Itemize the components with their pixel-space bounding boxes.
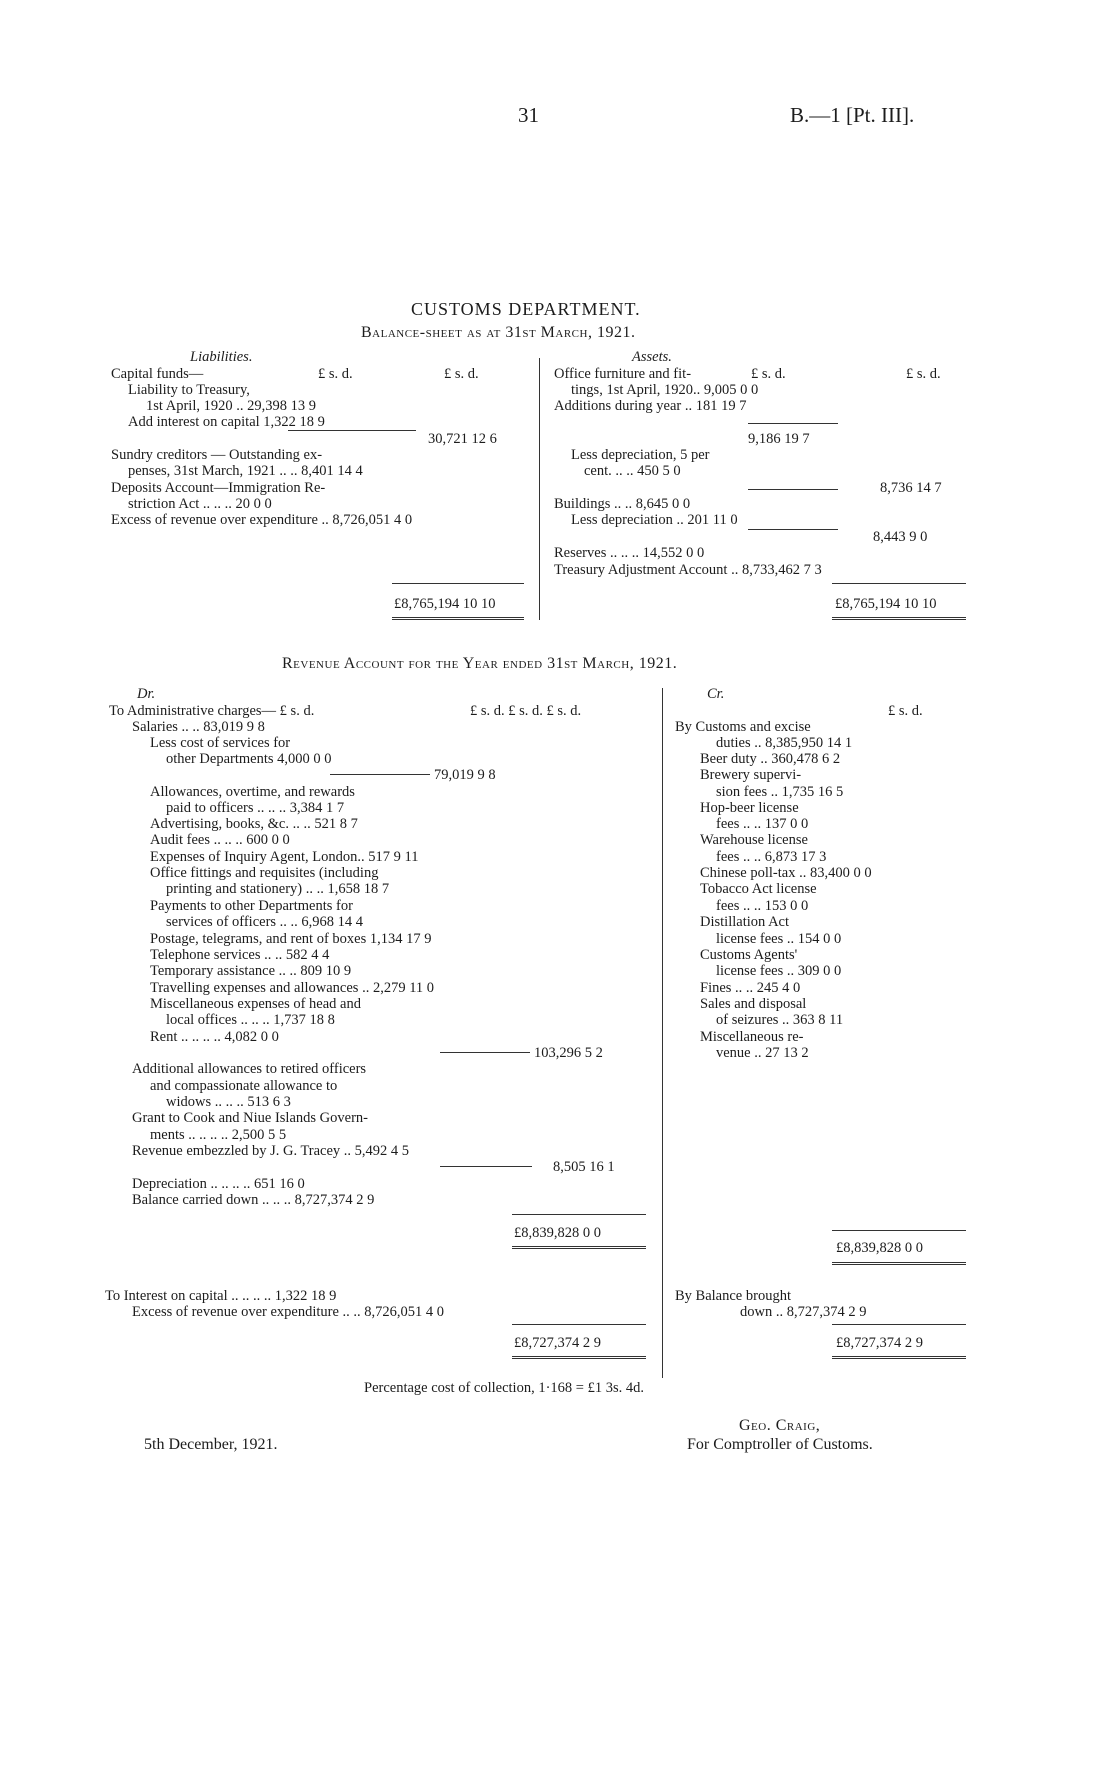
dr-line: printing and stationery) .. .. 1,658 18 7 — [166, 881, 390, 897]
dr-line: ments .. .. .. .. 2,500 5 5 — [150, 1127, 287, 1143]
sum-rule — [748, 529, 838, 530]
cr-line: venue .. 27 13 2 — [716, 1045, 809, 1061]
total-rule — [832, 1230, 966, 1231]
liability-line: Add interest on capital 1,322 18 9 — [128, 414, 325, 430]
dr-col-headers: £ s. d. £ s. d. £ s. d. — [470, 703, 582, 719]
dr-line: Less cost of services for — [150, 735, 291, 751]
dr-line: Temporary assistance .. .. 809 10 9 — [150, 963, 352, 979]
asset-line: Treasury Adjustment Account .. 8,733,462 7 3 — [554, 562, 822, 578]
dr2-line: To Interest on capital .. .. .. .. 1,322 18 9 — [105, 1288, 337, 1304]
dr-line: Travelling expenses and allowances .. 2,279 11 0 — [150, 980, 435, 996]
revenue-account-divider — [662, 688, 663, 1378]
balance-sheet-total-right: £8,765,194 10 10 — [835, 596, 937, 612]
dr-subtotal: 79,019 9 8 — [434, 767, 496, 783]
total-rule — [832, 583, 966, 584]
page-number: 31 — [518, 103, 539, 127]
total-double-rule — [392, 617, 524, 620]
dr-line: Salaries .. .. 83,019 9 8 — [132, 719, 265, 735]
cr-line: Customs Agents' — [700, 947, 798, 963]
total-double-rule — [832, 617, 966, 620]
liability-line: Liability to Treasury, — [128, 382, 250, 398]
sum-rule — [748, 423, 838, 424]
sum-rule — [440, 1052, 530, 1053]
cr2-line: By Balance brought — [675, 1288, 791, 1304]
liability-line: Sundry creditors — Outstanding ex- — [111, 447, 323, 463]
asset-col-header-2: £ s. d. — [906, 366, 941, 382]
dr-line: Telephone services .. .. 582 4 4 — [150, 947, 330, 963]
assets-heading: Assets. — [632, 349, 672, 365]
cr-line: sion fees .. 1,735 16 5 — [716, 784, 844, 800]
asset-net: 8,736 14 7 — [880, 480, 942, 496]
cr-line: fees .. .. 153 0 0 — [716, 898, 809, 914]
dr-line: Miscellaneous expenses of head and — [150, 996, 361, 1012]
cr-line: fees .. .. 137 0 0 — [716, 816, 809, 832]
cr-line: fees .. .. 6,873 17 3 — [716, 849, 827, 865]
cr-line: By Customs and excise — [675, 719, 811, 735]
total-double-rule — [512, 1246, 646, 1249]
cr-line: Hop-beer license — [700, 800, 799, 816]
sum-rule — [748, 489, 838, 490]
cr-line: of seizures .. 363 8 11 — [716, 1012, 844, 1028]
dr-subtotal: 103,296 5 2 — [534, 1045, 603, 1061]
dr-line: Audit fees .. .. .. 600 0 0 — [150, 832, 290, 848]
asset-line: cent. .. .. 450 5 0 — [584, 463, 681, 479]
balance-sheet-total-left: £8,765,194 10 10 — [394, 596, 496, 612]
cr-line: duties .. 8,385,950 14 1 — [716, 735, 853, 751]
liability-line: striction Act .. .. .. 20 0 0 — [128, 496, 272, 512]
dr-line: other Departments 4,000 0 0 — [166, 751, 332, 767]
signatory-name: Geo. Craig, — [739, 1417, 821, 1434]
balance-sheet-title: Balance-sheet as at 31st March, 1921. — [361, 324, 636, 341]
liability-line: penses, 31st March, 1921 .. .. 8,401 14 4 — [128, 463, 363, 479]
cr-line: license fees .. 154 0 0 — [716, 931, 842, 947]
dr-line: local offices .. .. .. 1,737 18 8 — [166, 1012, 335, 1028]
total-double-rule — [512, 1356, 646, 1359]
asset-line: Office furniture and fit- — [554, 366, 692, 382]
total-rule — [832, 1324, 966, 1325]
dr-line: Rent .. .. .. .. 4,082 0 0 — [150, 1029, 279, 1045]
liability-line: Excess of revenue over expenditure .. 8,726,051 4 0 — [111, 512, 413, 528]
balance-sheet-divider — [539, 358, 540, 620]
dr-line: widows .. .. .. 513 6 3 — [166, 1094, 291, 1110]
cr-col-header: £ s. d. — [888, 703, 923, 719]
dr-line: Revenue embezzled by J. G. Tracey .. 5,492 4 5 — [132, 1143, 410, 1159]
liability-line: 1st April, 1920 .. 29,398 13 9 — [146, 398, 316, 414]
asset-line: Additions during year .. 181 19 7 — [554, 398, 747, 414]
department-title: CUSTOMS DEPARTMENT. — [411, 299, 641, 319]
cr-line: Warehouse license — [700, 832, 808, 848]
cr-line: Brewery supervi- — [700, 767, 802, 783]
total-rule — [512, 1324, 646, 1325]
dr-line: Depreciation .. .. .. .. 651 16 0 — [132, 1176, 305, 1192]
dr-heading: Dr. — [137, 686, 156, 702]
signatory-title: For Comptroller of Customs. — [687, 1436, 873, 1453]
dr-line: Grant to Cook and Niue Islands Govern- — [132, 1110, 368, 1126]
revenue-2-total-left: £8,727,374 2 9 — [514, 1335, 601, 1351]
dr-line: Additional allowances to retired officers — [132, 1061, 367, 1077]
asset-line: Less depreciation .. 201 11 0 — [571, 512, 738, 528]
revenue-total-left: £8,839,828 0 0 — [514, 1225, 601, 1241]
sum-rule — [440, 1166, 532, 1167]
dr-line: Advertising, books, &c. .. .. 521 8 7 — [150, 816, 358, 832]
asset-subtotal: 9,186 19 7 — [748, 431, 810, 447]
dr-line: Balance carried down .. .. .. 8,727,374 2 9 — [132, 1192, 375, 1208]
dr2-line: Excess of revenue over expenditure .. .. 8,726,051 4 0 — [132, 1304, 445, 1320]
liability-subtotal: 30,721 12 6 — [428, 431, 497, 447]
sum-rule — [330, 774, 430, 775]
asset-net: 8,443 9 0 — [873, 529, 928, 545]
total-rule — [512, 1214, 646, 1215]
revenue-2-total-right: £8,727,374 2 9 — [836, 1335, 923, 1351]
cr-heading: Cr. — [707, 686, 725, 702]
total-double-rule — [832, 1262, 966, 1265]
cr-line: Chinese poll-tax .. 83,400 0 0 — [700, 865, 872, 881]
dr-line: paid to officers .. .. .. 3,384 1 7 — [166, 800, 345, 816]
dr-line: Expenses of Inquiry Agent, London.. 517 9 11 — [150, 849, 419, 865]
revenue-account-title: Revenue Account for the Year ended 31st March, 1921. — [282, 655, 678, 672]
cr-line: license fees .. 309 0 0 — [716, 963, 842, 979]
liabilities-heading: Liabilities. — [190, 349, 253, 365]
liability-col-header-1: £ s. d. — [318, 366, 353, 382]
asset-col-header-1: £ s. d. — [751, 366, 786, 382]
liability-line: Capital funds— — [111, 366, 204, 382]
dr-line: Allowances, overtime, and rewards — [150, 784, 355, 800]
sum-rule — [288, 430, 416, 431]
asset-line: Buildings .. .. 8,645 0 0 — [554, 496, 691, 512]
report-date: 5th December, 1921. — [144, 1436, 278, 1453]
cr-line: Miscellaneous re- — [700, 1029, 804, 1045]
total-rule — [392, 583, 524, 584]
asset-line: tings, 1st April, 1920.. 9,005 0 0 — [571, 382, 759, 398]
cr2-line: down .. 8,727,374 2 9 — [740, 1304, 867, 1320]
dr-line: Payments to other Departments for — [150, 898, 353, 914]
cr-line: Fines .. .. 245 4 0 — [700, 980, 801, 996]
dr-subtotal: 8,505 16 1 — [553, 1159, 615, 1175]
dr-line: To Administrative charges— £ s. d. — [109, 703, 315, 719]
dr-line: services of officers .. .. 6,968 14 4 — [166, 914, 364, 930]
cr-line: Tobacco Act license — [700, 881, 817, 897]
total-double-rule — [832, 1356, 966, 1359]
cr-line: Distillation Act — [700, 914, 790, 930]
asset-line: Reserves .. .. .. 14,552 0 0 — [554, 545, 705, 561]
dr-line: Office fittings and requisites (including — [150, 865, 379, 881]
asset-line: Less depreciation, 5 per — [571, 447, 710, 463]
liability-col-header-2: £ s. d. — [444, 366, 479, 382]
dr-line: Postage, telegrams, and rent of boxes 1,134 17 9 — [150, 931, 432, 947]
cr-line: Sales and disposal — [700, 996, 807, 1012]
cr-line: Beer duty .. 360,478 6 2 — [700, 751, 841, 767]
liability-line: Deposits Account—Immigration Re- — [111, 480, 326, 496]
document-reference: B.—1 [Pt. III]. — [790, 103, 915, 127]
dr-line: and compassionate allowance to — [150, 1078, 338, 1094]
percentage-cost: Percentage cost of collection, 1·168 = £1 3s. 4d. — [364, 1380, 644, 1396]
revenue-total-right: £8,839,828 0 0 — [836, 1240, 923, 1256]
